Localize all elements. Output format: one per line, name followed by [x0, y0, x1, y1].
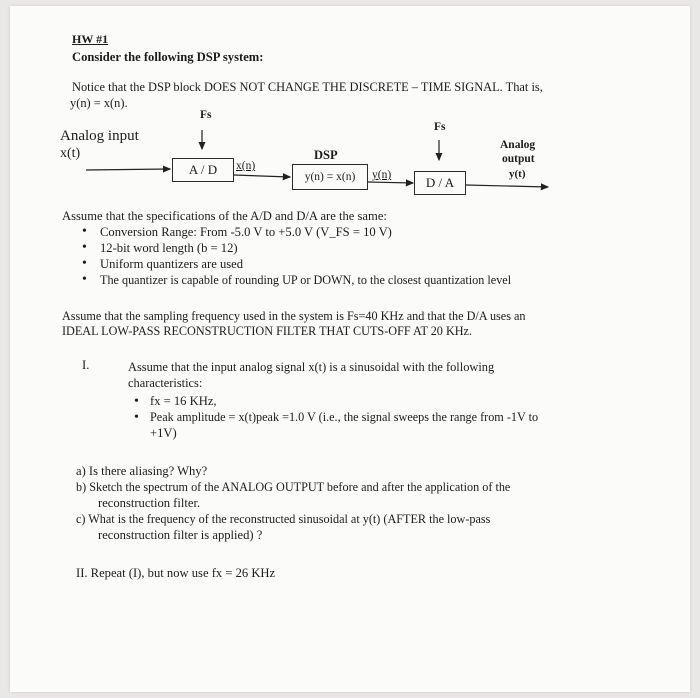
spec-item-4: The quantizer is capable of rounding UP or DOWN, to the closest quantization level — [100, 273, 512, 287]
question-c-line-2: reconstruction filter is applied) ? — [98, 528, 263, 542]
intro-text: Consider the following DSP system: — [72, 50, 264, 64]
sampling-line-1: Assume that the sampling frequency used in the system is Fs=40 KHz and that the D/A uses an — [62, 309, 526, 323]
part-2: II. Repeat (I), but now use fx = 26 KHz — [76, 566, 276, 580]
spec-item-1: Conversion Range: From -5.0 V to +5.0 V (V_FS = 10 V) — [100, 225, 392, 239]
part-1-line-2: characteristics: — [128, 376, 203, 390]
analog-output-signal: y(t) — [509, 168, 526, 180]
sampling-line-2: IDEAL LOW-PASS RECONSTRUCTION FILTER THAT CUTS-OFF AT 20 KHz. — [62, 324, 473, 338]
notice-line-2: y(n) = x(n). — [70, 96, 128, 110]
analog-input-label: Analog input — [60, 128, 139, 144]
xn-signal-line — [234, 175, 290, 177]
bullet-icon: • — [82, 224, 87, 239]
part-1-bullet-1: fx = 16 KHz, — [150, 394, 217, 408]
bullet-icon: • — [134, 410, 139, 425]
specs-intro: Assume that the specifications of the A/D and D/A are the same: — [62, 209, 387, 223]
part-1-bullet-2-line-2: +1V) — [150, 426, 177, 440]
bullet-icon: • — [82, 256, 87, 271]
fs-label-ad: Fs — [200, 109, 212, 121]
notice-line-1: Notice that the DSP block DOES NOT CHANGE THE DISCRETE – TIME SIGNAL. That is, — [72, 80, 543, 94]
analog-output-label-2: output — [502, 153, 535, 165]
ad-block-label: A / D — [188, 162, 218, 177]
question-a: a) Is there aliasing? Why? — [76, 464, 208, 478]
spec-item-2: 12-bit word length (b = 12) — [100, 241, 238, 255]
homework-title: HW #1 — [72, 32, 109, 46]
bullet-icon: • — [82, 240, 87, 255]
analog-output-label-1: Analog — [500, 139, 536, 151]
part-1-numeral: I. — [82, 358, 90, 372]
spec-item-3: Uniform quantizers are used — [100, 257, 244, 271]
yn-label: y(n) — [372, 169, 392, 181]
xn-label: x(n) — [236, 160, 256, 172]
question-b-line-1: b) Sketch the spectrum of the ANALOG OUTPUT before and after the application of the — [76, 480, 511, 494]
part-1-line-1: Assume that the input analog signal x(t) is a sinusoidal with the following — [128, 360, 495, 374]
bullet-icon: • — [134, 394, 139, 409]
ad-converter-block — [172, 158, 234, 182]
bullet-icon: • — [82, 272, 87, 287]
dsp-block — [292, 164, 368, 190]
dsp-title: DSP — [314, 148, 338, 162]
homework-sheet — [10, 6, 690, 692]
analog-input-signal: x(t) — [60, 146, 81, 161]
dsp-equation: y(n) = x(n) — [304, 171, 356, 183]
da-block-label: D / A — [425, 175, 455, 190]
question-c-line-1: c) What is the frequency of the reconstructed sinusoidal at y(t) (AFTER the low-pass — [76, 512, 491, 526]
question-b-line-2: reconstruction filter. — [98, 496, 201, 510]
fs-label-da: Fs — [434, 121, 446, 133]
output-signal-line — [466, 185, 548, 187]
input-signal-line — [86, 169, 170, 170]
part-1-bullet-2-line-1: Peak amplitude = x(t)peak =1.0 V (i.e., the signal sweeps the range from -1V to — [150, 410, 539, 424]
da-converter-block — [414, 171, 466, 195]
